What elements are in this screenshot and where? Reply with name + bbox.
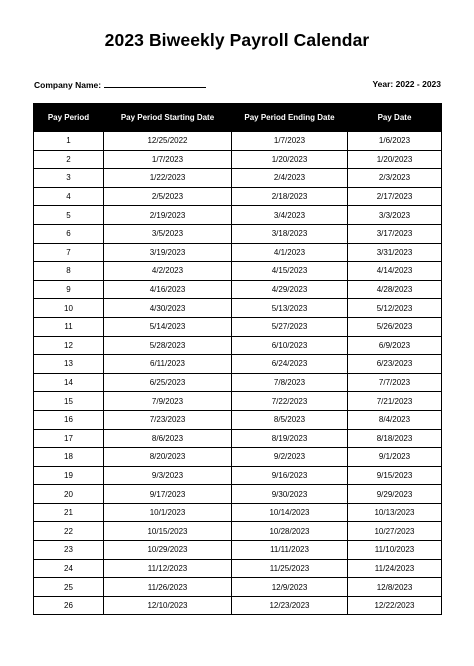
cell-pay-period: 23	[34, 541, 104, 560]
cell-pay-date: 11/10/2023	[348, 541, 442, 560]
cell-end-date: 3/18/2023	[232, 224, 348, 243]
cell-start-date: 1/22/2023	[104, 169, 232, 188]
cell-start-date: 8/6/2023	[104, 429, 232, 448]
cell-end-date: 9/30/2023	[232, 485, 348, 504]
table-row	[34, 299, 442, 318]
cell-pay-period: 19	[34, 466, 104, 485]
cell-pay-period: 20	[34, 485, 104, 504]
header-pay-date: Pay Date	[348, 104, 442, 132]
cell-pay-date: 10/13/2023	[348, 503, 442, 522]
table-row	[34, 224, 442, 243]
table-row	[34, 336, 442, 355]
header-pay-period: Pay Period	[34, 104, 104, 132]
cell-pay-date: 3/3/2023	[348, 206, 442, 225]
cell-pay-period: 14	[34, 373, 104, 392]
cell-start-date: 2/19/2023	[104, 206, 232, 225]
cell-pay-date: 6/23/2023	[348, 355, 442, 374]
cell-pay-period: 21	[34, 503, 104, 522]
table-row	[34, 206, 442, 225]
cell-pay-date: 4/28/2023	[348, 280, 442, 299]
cell-pay-period: 17	[34, 429, 104, 448]
table-row	[34, 262, 442, 281]
cell-pay-date: 12/22/2023	[348, 596, 442, 615]
cell-end-date: 8/5/2023	[232, 410, 348, 429]
table-row	[34, 410, 442, 429]
cell-start-date: 4/2/2023	[104, 262, 232, 281]
cell-pay-period: 8	[34, 262, 104, 281]
cell-end-date: 4/1/2023	[232, 243, 348, 262]
cell-end-date: 9/16/2023	[232, 466, 348, 485]
cell-pay-date: 1/20/2023	[348, 150, 442, 169]
cell-start-date: 5/14/2023	[104, 317, 232, 336]
cell-end-date: 7/22/2023	[232, 392, 348, 411]
cell-pay-period: 2	[34, 150, 104, 169]
cell-end-date: 10/28/2023	[232, 522, 348, 541]
cell-pay-period: 26	[34, 596, 104, 615]
cell-pay-period: 10	[34, 299, 104, 318]
cell-pay-period: 4	[34, 187, 104, 206]
company-name-label: Company Name:	[34, 80, 102, 90]
cell-pay-date: 2/3/2023	[348, 169, 442, 188]
cell-end-date: 10/14/2023	[232, 503, 348, 522]
cell-pay-date: 1/6/2023	[348, 132, 442, 151]
cell-pay-date: 2/17/2023	[348, 187, 442, 206]
cell-pay-date: 8/18/2023	[348, 429, 442, 448]
cell-pay-period: 11	[34, 317, 104, 336]
cell-end-date: 9/2/2023	[232, 448, 348, 467]
cell-pay-period: 5	[34, 206, 104, 225]
cell-pay-period: 7	[34, 243, 104, 262]
page-title: 2023 Biweekly Payroll Calendar	[104, 30, 370, 50]
table-row	[34, 466, 442, 485]
cell-start-date: 12/25/2022	[104, 132, 232, 151]
cell-pay-period: 16	[34, 410, 104, 429]
cell-end-date: 4/29/2023	[232, 280, 348, 299]
cell-start-date: 6/11/2023	[104, 355, 232, 374]
table-row	[34, 503, 442, 522]
cell-start-date: 11/26/2023	[104, 578, 232, 597]
cell-end-date: 11/25/2023	[232, 559, 348, 578]
cell-start-date: 9/17/2023	[104, 485, 232, 504]
cell-start-date: 10/29/2023	[104, 541, 232, 560]
cell-pay-date: 7/7/2023	[348, 373, 442, 392]
cell-pay-date: 3/17/2023	[348, 224, 442, 243]
table-row	[34, 169, 442, 188]
cell-end-date: 12/23/2023	[232, 596, 348, 615]
cell-start-date: 10/15/2023	[104, 522, 232, 541]
cell-pay-date: 4/14/2023	[348, 262, 442, 281]
cell-pay-period: 6	[34, 224, 104, 243]
header-start-date: Pay Period Starting Date	[104, 104, 232, 132]
cell-end-date: 2/4/2023	[232, 169, 348, 188]
year-label: Year: 2022 - 2023	[372, 79, 441, 89]
table-body	[34, 132, 442, 615]
cell-end-date: 3/4/2023	[232, 206, 348, 225]
cell-end-date: 11/11/2023	[232, 541, 348, 560]
cell-pay-date: 3/31/2023	[348, 243, 442, 262]
cell-pay-date: 8/4/2023	[348, 410, 442, 429]
cell-end-date: 1/20/2023	[232, 150, 348, 169]
cell-start-date: 10/1/2023	[104, 503, 232, 522]
cell-pay-period: 25	[34, 578, 104, 597]
meta-row	[34, 79, 441, 93]
cell-end-date: 12/9/2023	[232, 578, 348, 597]
cell-pay-date: 12/8/2023	[348, 578, 442, 597]
payroll-calendar-table	[33, 103, 442, 615]
cell-pay-date: 9/29/2023	[348, 485, 442, 504]
cell-pay-period: 3	[34, 169, 104, 188]
cell-pay-period: 18	[34, 448, 104, 467]
cell-end-date: 5/13/2023	[232, 299, 348, 318]
cell-start-date: 5/28/2023	[104, 336, 232, 355]
table-row	[34, 280, 442, 299]
table-row	[34, 355, 442, 374]
cell-start-date: 9/3/2023	[104, 466, 232, 485]
table-row	[34, 522, 442, 541]
company-name-field	[34, 79, 206, 90]
cell-start-date: 2/5/2023	[104, 187, 232, 206]
cell-end-date: 2/18/2023	[232, 187, 348, 206]
cell-start-date: 4/30/2023	[104, 299, 232, 318]
cell-end-date: 6/24/2023	[232, 355, 348, 374]
cell-end-date: 8/19/2023	[232, 429, 348, 448]
cell-pay-period: 12	[34, 336, 104, 355]
cell-end-date: 1/7/2023	[232, 132, 348, 151]
cell-pay-period: 13	[34, 355, 104, 374]
cell-start-date: 8/20/2023	[104, 448, 232, 467]
cell-end-date: 7/8/2023	[232, 373, 348, 392]
table-row	[34, 132, 442, 151]
table-row	[34, 541, 442, 560]
table-row	[34, 243, 442, 262]
cell-pay-date: 9/1/2023	[348, 448, 442, 467]
cell-pay-date: 11/24/2023	[348, 559, 442, 578]
cell-start-date: 4/16/2023	[104, 280, 232, 299]
cell-pay-period: 1	[34, 132, 104, 151]
table-row	[34, 150, 442, 169]
cell-start-date: 3/19/2023	[104, 243, 232, 262]
table-row	[34, 596, 442, 615]
cell-start-date: 3/5/2023	[104, 224, 232, 243]
company-name-blank-line[interactable]	[104, 79, 206, 88]
table-row	[34, 429, 442, 448]
table-row	[34, 559, 442, 578]
table-row	[34, 578, 442, 597]
cell-pay-period: 22	[34, 522, 104, 541]
cell-start-date: 6/25/2023	[104, 373, 232, 392]
table-row	[34, 187, 442, 206]
cell-pay-period: 9	[34, 280, 104, 299]
cell-end-date: 6/10/2023	[232, 336, 348, 355]
cell-pay-date: 9/15/2023	[348, 466, 442, 485]
cell-start-date: 12/10/2023	[104, 596, 232, 615]
header-end-date: Pay Period Ending Date	[232, 104, 348, 132]
cell-pay-period: 15	[34, 392, 104, 411]
cell-pay-period: 24	[34, 559, 104, 578]
table-row	[34, 373, 442, 392]
table-row	[34, 317, 442, 336]
table-row	[34, 485, 442, 504]
table-row	[34, 448, 442, 467]
cell-end-date: 4/15/2023	[232, 262, 348, 281]
cell-end-date: 5/27/2023	[232, 317, 348, 336]
cell-start-date: 1/7/2023	[104, 150, 232, 169]
cell-pay-date: 10/27/2023	[348, 522, 442, 541]
cell-start-date: 7/9/2023	[104, 392, 232, 411]
cell-start-date: 7/23/2023	[104, 410, 232, 429]
cell-pay-date: 6/9/2023	[348, 336, 442, 355]
cell-start-date: 11/12/2023	[104, 559, 232, 578]
cell-pay-date: 7/21/2023	[348, 392, 442, 411]
cell-pay-date: 5/12/2023	[348, 299, 442, 318]
table-header-row	[34, 104, 442, 132]
cell-pay-date: 5/26/2023	[348, 317, 442, 336]
table-row	[34, 392, 442, 411]
